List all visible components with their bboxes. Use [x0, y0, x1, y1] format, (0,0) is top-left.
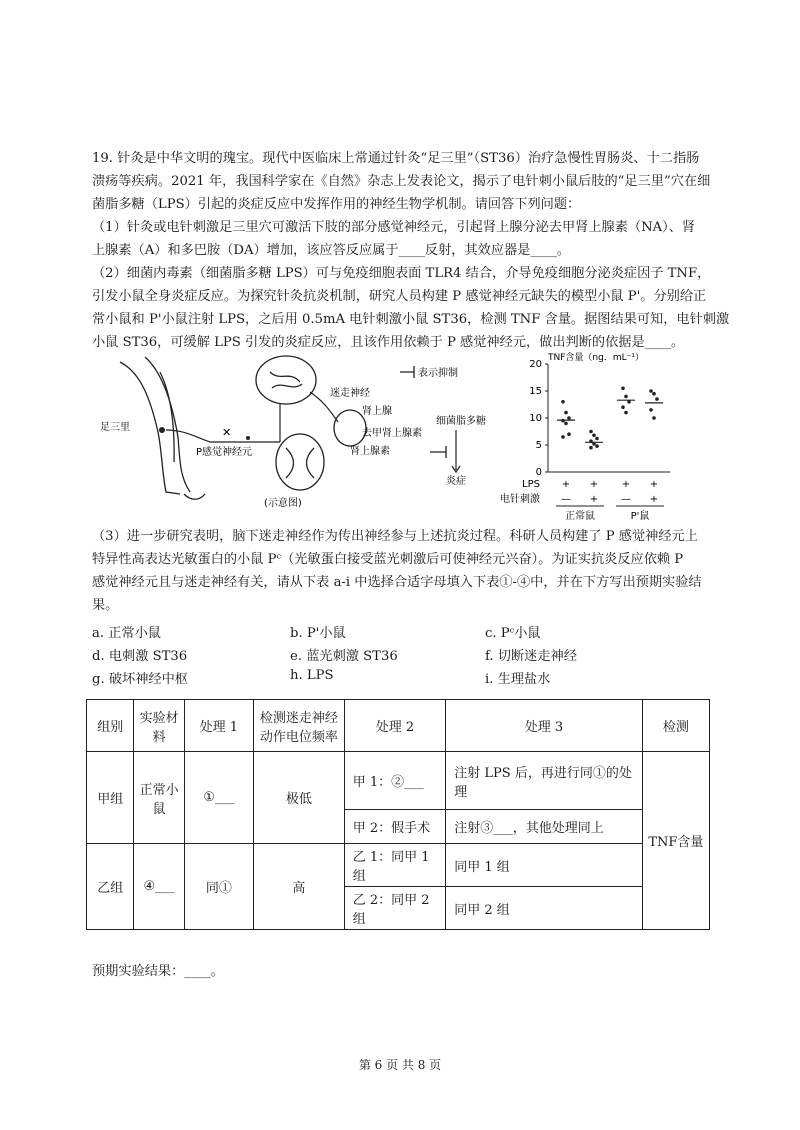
y-tick-label: 20: [529, 359, 542, 370]
data-point: [561, 435, 565, 439]
figure: [100, 352, 700, 522]
acupoint-dot: [159, 427, 165, 433]
data-point: [649, 389, 653, 393]
group-label-normal: 正常鼠: [565, 511, 595, 522]
data-point: [621, 405, 625, 409]
table-row: [87, 752, 710, 810]
cell-yi1-t3: 同甲 1 组: [446, 844, 642, 887]
group-label-p-prime: P'鼠: [630, 511, 650, 522]
text-line: （2）细菌内毒素（细菌脂多糖 LPS）可与免疫细胞表面 TLR4 结合，介导免疫细胞分泌炎症因子 TNF，: [92, 266, 711, 281]
cut-mark: ✕: [222, 426, 232, 439]
text-line: 常小鼠和 P'小鼠注射 LPS，之后用 0.5mA 电针刺激小鼠 ST36，检测 TNF 含量。据图结果可知，电针刺激: [92, 312, 730, 327]
text-line: 感觉神经元且与迷走神经有关，请从下表 a-i 中选择合适字母填入下表①-④中，并在下方写出预期实验结: [92, 575, 702, 590]
option-e: e. 蓝光刺激 ST36: [290, 649, 398, 664]
y-tick-label: 5: [535, 440, 542, 451]
experiment-table: [86, 699, 710, 930]
data-point: [652, 392, 656, 396]
cell-yi2-t2: 乙 2：同甲 2 组: [344, 887, 446, 930]
label-na: 去甲肾上腺素: [362, 428, 422, 439]
label-zusanli: 足三里: [100, 422, 130, 433]
label-caption: (示意图): [264, 498, 302, 509]
th-group: 组别: [87, 700, 134, 752]
inhibit-arrow: [430, 446, 446, 458]
label-inflammation: 炎症: [446, 476, 466, 487]
data-point: [564, 411, 568, 415]
cell-jia2-t2: 甲 2：假手术: [344, 810, 446, 844]
label-lps: 细菌脂多糖: [436, 416, 486, 427]
cell-group-jia: 甲组: [87, 752, 134, 844]
option-i: i. 生理盐水: [485, 672, 551, 687]
page-footer: 第 6 页 共 8 页: [358, 1058, 442, 1072]
lps-sign: +: [621, 479, 631, 490]
row-label-lps: LPS: [522, 479, 540, 490]
row-label-stim: 电针刺激: [500, 494, 540, 505]
text-line: 引发小鼠全身炎症反应。为探究针灸抗炎机制，研究人员构建 P 感觉神经元缺失的模型小鼠 P'。分别给正: [92, 289, 707, 304]
th-treatment3: 处理 3: [446, 700, 642, 752]
cell-t1-yi: 同①: [184, 844, 253, 930]
text-line: 溃疡等疾病。2021 年，我国科学家在《自然》杂志上发表论文，揭示了电针刺小鼠后肢的“足三里”穴在细: [92, 174, 711, 189]
y-tick-label: 15: [529, 386, 542, 397]
stim-sign: +: [649, 494, 659, 505]
stim-sign: +: [589, 494, 599, 505]
brain: [256, 356, 316, 404]
data-point: [624, 395, 628, 399]
option-a: a. 正常小鼠: [92, 626, 161, 641]
blank-2[interactable]: 甲 1：②___: [344, 752, 446, 810]
th-material: 实验材料: [134, 700, 184, 752]
data-point: [561, 400, 565, 404]
cell-yi1-t2: 乙 1：同甲 1 组: [344, 844, 446, 887]
label-p-neuron: P感觉神经元: [196, 447, 253, 458]
data-point: [567, 432, 571, 436]
lps-sign: +: [589, 479, 599, 490]
th-vagus-freq: 检测迷走神经动作电位频率: [253, 700, 344, 752]
inhibit-legend-symbol: [400, 366, 414, 378]
text-line: （3）进一步研究表明，脑下迷走神经作为传出神经参与上述抗炎过程。科研人员构建了 P 感觉神经元上: [92, 529, 698, 544]
label-vagus: 迷走神经: [330, 388, 370, 399]
text-line: （1）针灸或电针刺激足三里穴可激活下肢的部分感觉神经元，引起肾上腺分泌去甲肾上腺素（NA）、肾: [92, 220, 696, 235]
table-header-row: [87, 700, 710, 752]
label-inhibit: 表示抑制: [418, 368, 458, 379]
label-a: 肾上腺素: [350, 446, 390, 457]
cell-group-yi: 乙组: [87, 844, 134, 930]
option-f: f. 切断迷走神经: [485, 649, 577, 664]
spinal-cord: [276, 434, 324, 490]
y-tick-label: 0: [535, 467, 542, 478]
cell-yi2-t3: 同甲 2 组: [446, 887, 642, 930]
cell-freq-jia: 极低: [253, 752, 344, 844]
option-b: b. P'小鼠: [290, 626, 346, 641]
cell-material-jia: 正常小鼠: [134, 752, 184, 844]
cell-detect: TNF含量: [642, 752, 709, 930]
data-point: [624, 411, 628, 415]
tnf-chart: [500, 352, 670, 522]
text-line: 菌脂多糖（LPS）引起的炎症反应中发挥作用的神经生物学机制。请回答下列问题：: [92, 197, 581, 212]
data-point: [567, 416, 571, 420]
text-line: 果。: [92, 598, 119, 613]
chart-ylabel: TNF含量（ng．mL⁻¹）: [548, 353, 644, 363]
data-point: [595, 444, 599, 448]
data-point: [621, 387, 625, 391]
cell-freq-yi: 高: [253, 844, 344, 930]
blank-3[interactable]: 注射③___，其他处理同上: [446, 810, 642, 844]
th-detect: 检测: [642, 700, 709, 752]
blank-4[interactable]: ④___: [134, 844, 184, 930]
lps-sign: +: [649, 479, 659, 490]
text-line: 上腺素（A）和多巴胺（DA）增加，该应答反应属于____反射，其效应器是____。: [92, 243, 570, 258]
stim-sign: —: [561, 494, 571, 505]
cell-jia1-t3: 注射 LPS 后，再进行同①的处理: [446, 752, 642, 810]
th-treatment1: 处理 1: [184, 700, 253, 752]
y-tick-label: 10: [529, 413, 542, 424]
lps-sign: +: [561, 479, 571, 490]
blank-1[interactable]: ①___: [184, 752, 253, 844]
neuron-body: [246, 436, 250, 440]
data-point: [564, 422, 568, 426]
text-line: 特异性高表达光敏蛋白的小鼠 Pᶜ（光敏蛋白接受蓝光刺激后可使神经元兴奋）。为证实抗炎反应依赖 P: [92, 552, 684, 567]
th-treatment2: 处理 2: [344, 700, 446, 752]
data-point: [649, 408, 653, 412]
data-point: [589, 446, 593, 450]
data-point: [595, 437, 599, 441]
data-point: [589, 430, 593, 434]
option-d: d. 电刺激 ST36: [92, 649, 188, 664]
data-point: [655, 397, 659, 401]
stim-sign: —: [621, 494, 631, 505]
table-row: [87, 844, 710, 887]
text-line: 小鼠 ST36，可缓解 LPS 引发的炎症反应，且该作用依赖于 P 感觉神经元，做出判断的依据是____。: [92, 335, 685, 350]
expected-result[interactable]: 预期实验结果：____。: [92, 964, 224, 979]
label-adrenal: 肾上腺: [362, 406, 392, 417]
text-line: 19. 针灸是中华文明的瑰宝。现代中医临床上常通过针灸“足三里”（ST36）治疗急慢性胃肠炎、十二指肠: [92, 151, 700, 166]
option-h: h. LPS: [290, 668, 334, 683]
data-point: [652, 416, 656, 420]
data-point: [592, 433, 596, 437]
option-g: g. 破坏神经中枢: [92, 672, 188, 687]
option-c: c. Pᶜ小鼠: [485, 626, 541, 641]
